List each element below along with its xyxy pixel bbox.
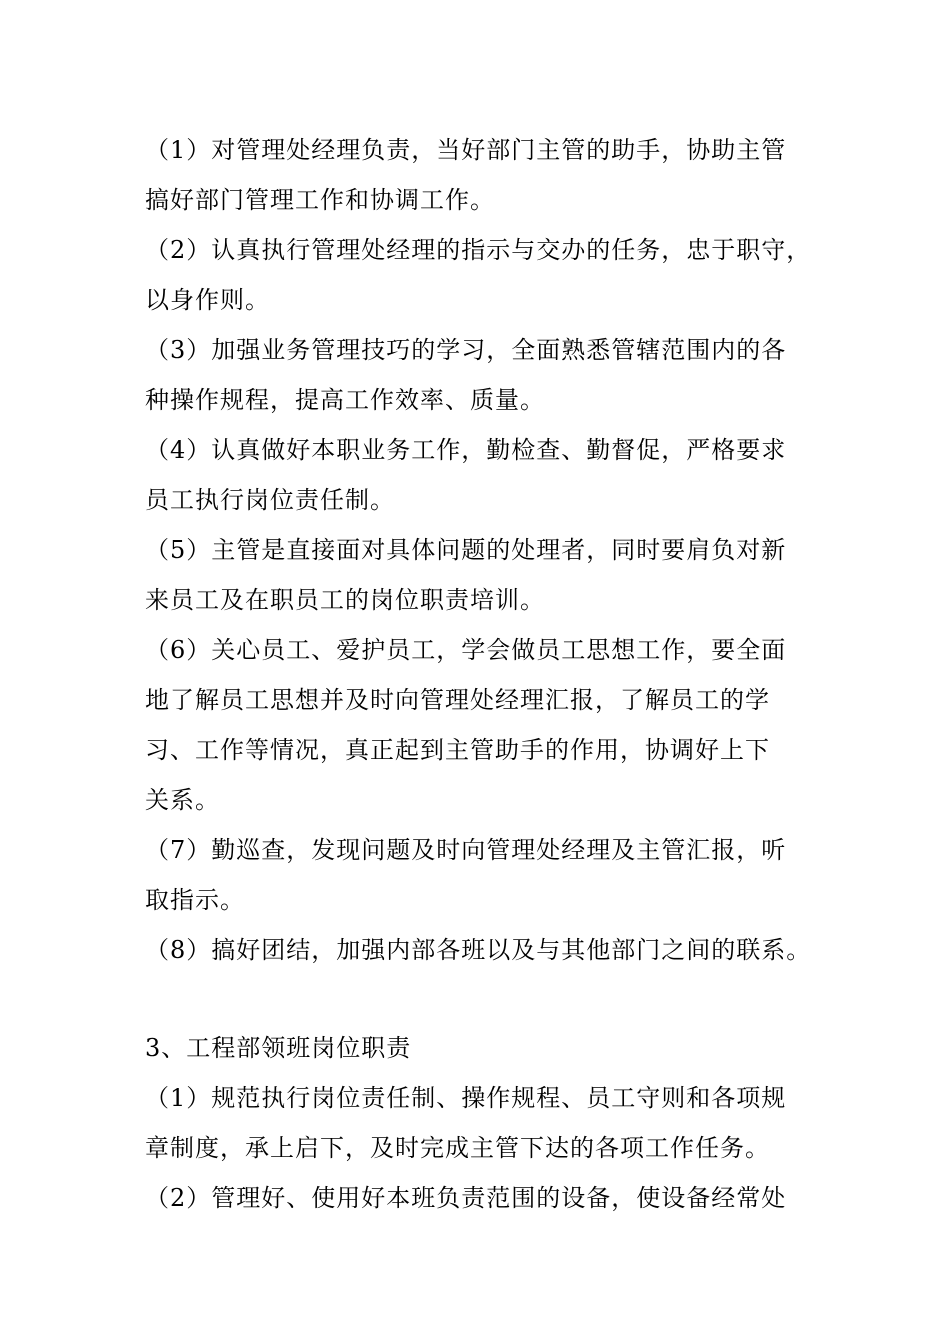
duty-7-line-1: （7）勤巡查，发现问题及时向管理处经理及主管汇报，听 [145,836,787,864]
section-heading: 3、工程部领班岗位职责 [145,1034,412,1062]
duty-6-line-4: 关系。 [145,786,220,814]
duty-1-line-1: （1）对管理处经理负责，当好部门主管的助手，协助主管 [145,136,787,164]
duty-3-line-1: （3）加强业务管理技巧的学习，全面熟悉管辖范围内的各 [145,336,787,364]
duty-4-line-1: （4）认真做好本职业务工作，勤检查、勤督促，严格要求 [145,436,787,464]
leader-duty-1-line-2: 章制度，承上启下，及时完成主管下达的各项工作任务。 [145,1134,770,1162]
duty-6-line-1: （6）关心员工、爱护员工，学会做员工思想工作，要全面 [145,636,787,664]
duty-1-line-2: 搞好部门管理工作和协调工作。 [145,186,495,214]
duty-7-line-2: 取指示。 [145,886,245,914]
duty-8-line-1: （8）搞好团结，加强内部各班以及与其他部门之间的联系。 [145,936,812,964]
duty-2-line-2: 以身作则。 [145,286,270,314]
duty-6-line-2: 地了解员工思想并及时向管理处经理汇报，了解员工的学 [145,686,770,714]
duty-5-line-2: 来员工及在职员工的岗位职责培训。 [145,586,545,614]
duty-4-line-2: 员工执行岗位责任制。 [145,486,395,514]
leader-duty-1-line-1: （1）规范执行岗位责任制、操作规程、员工守则和各项规 [145,1084,787,1112]
duty-6-line-3: 习、工作等情况，真正起到主管助手的作用，协调好上下 [145,736,770,764]
duty-5-line-1: （5）主管是直接面对具体问题的处理者，同时要肩负对新 [145,536,787,564]
leader-duty-2-line-1: （2）管理好、使用好本班负责范围的设备，使设备经常处 [145,1184,787,1212]
duty-2-line-1: （2）认真执行管理处经理的指示与交办的任务，忠于职守， [145,236,812,264]
duty-3-line-2: 种操作规程，提高工作效率、质量。 [145,386,545,414]
